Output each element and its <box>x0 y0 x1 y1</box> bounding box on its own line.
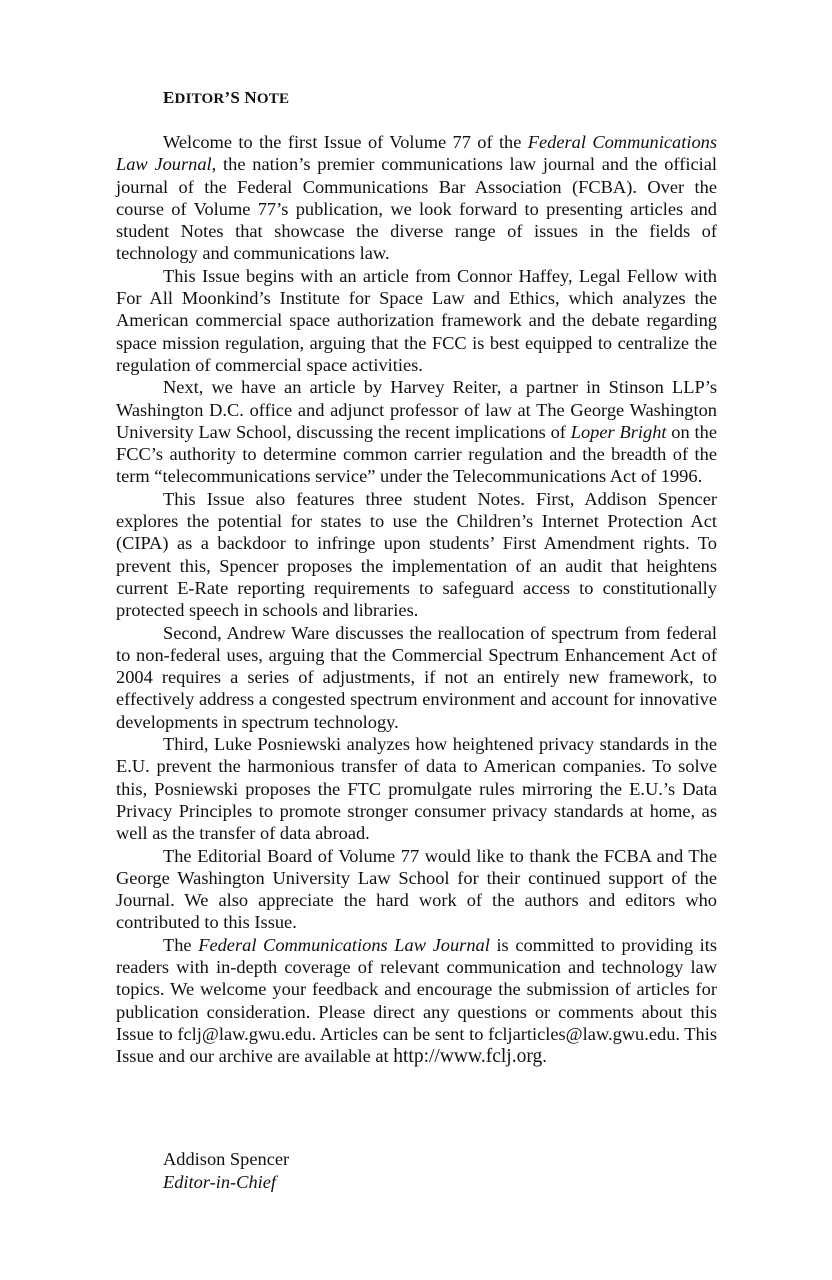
article-body <box>116 131 717 1068</box>
p3-text-b: on the FCC’s authority to determine common carrier regulation and the breadth of the term “telecommunications service” under the Telecommunications Act of 1996. <box>116 421 717 487</box>
p1-text-a: Welcome to the first Issue of Volume 77 of the <box>163 132 528 152</box>
heading-rest-ote: OTE <box>256 91 290 107</box>
heading-initial-e: E <box>163 88 175 107</box>
website-link[interactable]: http://www.fclj.org <box>393 1046 543 1068</box>
paragraph-ware: Second, Andrew Ware discusses the reallocation of spectrum from federal to non-federal uses, arguing that the Commercial Spectrum Enhancement Act of 2004 requires a series of adjustments, if not an entirely new framework, to effectively address a congested spectrum environment and account for innovative developments in spectrum technology. <box>116 622 717 732</box>
journal-title: Federal Communications Law Journal <box>198 934 490 955</box>
paragraph-welcome <box>116 131 717 265</box>
signature-name: Addison Spencer <box>163 1149 290 1169</box>
heading-apostrophe: ’S <box>224 88 245 107</box>
case-name: Loper Bright <box>570 421 667 442</box>
heading-rest-ditor: DITOR <box>174 91 225 107</box>
p1-text-b: , the nation’s premier communications law journal and the official journal of the Federal Communications Bar Association (FCBA). Over the course of Volume 77’s publication, we look forward to presenting articles and student Notes that showcase the diverse range of issues in the fields of technology and communications law. <box>116 154 717 264</box>
paragraph-spencer: This Issue also features three student Notes. First, Addison Spencer explores the potential for states to use the Children’s Internet Protection Act (CIPA) as a backdoor to infringe upon students’ First Amendment rights. To prevent this, Spencer proposes the implementation of an audit that heightens current E-Rate reporting requirements to safeguard access to constitutionally protected speech in schools and libraries. <box>116 488 717 621</box>
p8-text-c: . <box>542 1046 547 1067</box>
signature-block <box>163 1148 289 1194</box>
p8-text-b: is committed to providing its readers with in-depth coverage of relevant communication and technology law topics. We welcome your feedback and encourage the submission of articles for publication consideration. Please direct any questions or comments about this Issue to fclj@law.gwu.edu. Articles can be sent to fcljarticles@law.gwu.edu. This Issue and our archive are available at <box>116 934 718 1067</box>
paragraph-thanks: The Editorial Board of Volume 77 would like to thank the FCBA and The George Washington University Law School for their continued support of the Journal. We also appreciate the hard work of the authors and editors who contributed to this Issue. <box>116 845 717 933</box>
signature-title: Editor-in-Chief <box>163 1172 277 1192</box>
paragraph-contact <box>116 934 717 1069</box>
paragraph-haffey: This Issue begins with an article from Connor Haffey, Legal Fellow with For All Moonkind’s Institute for Space Law and Ethics, which analyzes the American commercial space authorization framework and the debate regarding space mission regulation, arguing that the FCC is best equipped to centralize the regulation of commercial space activities. <box>116 265 717 375</box>
journal-title: Federal Communications Law Journal <box>116 132 717 175</box>
p3-text-a: Next, we have an article by Harvey Reiter, a partner in Stinson LLP’s Washington D.C. office and adjunct professor of law at The George Washington University Law School, discussing the recent implications of <box>116 377 717 442</box>
page-title <box>163 88 289 108</box>
heading-initial-n: N <box>244 88 257 107</box>
p8-text-a: The <box>163 934 199 955</box>
paragraph-reiter <box>116 376 717 487</box>
paragraph-posniewski: Third, Luke Posniewski analyzes how heightened privacy standards in the E.U. prevent the harmonious transfer of data to American companies. To solve this, Posniewski proposes the FTC promulgate rules mirroring the E.U.’s Data Privacy Principles to promote stronger consumer privacy standards at home, as well as the transfer of data abroad. <box>116 734 717 844</box>
